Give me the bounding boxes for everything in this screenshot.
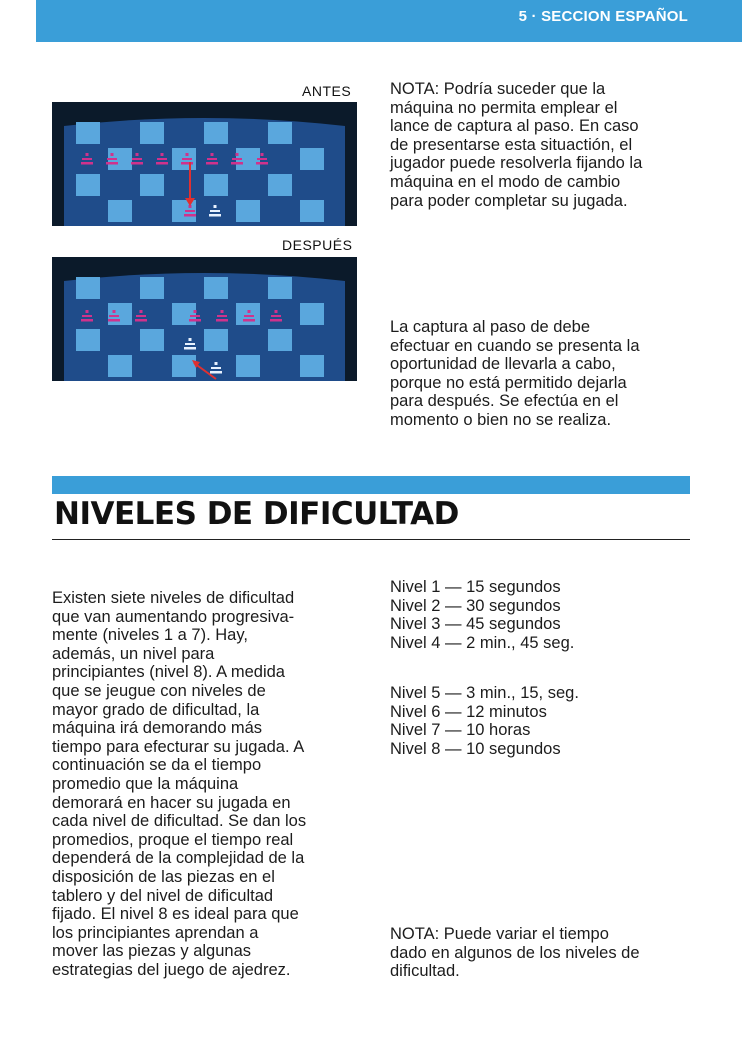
body-line-3: además, un nivel para: [52, 644, 215, 663]
body-line-9: continuación se da el tiempo: [52, 756, 262, 775]
before-board-svg: [52, 102, 357, 226]
note-1-line-3: de presentarse esta situactión, el: [390, 135, 633, 154]
board-square: [236, 200, 260, 222]
note-1-line-2: lance de captura al paso. En caso: [390, 117, 639, 136]
board-square: [204, 174, 228, 196]
capture-paragraph: [390, 318, 720, 430]
board-square: [140, 122, 164, 144]
body-line-17: fijado. El nivel 8 es ideal para que: [52, 905, 299, 924]
board-square: [300, 303, 324, 325]
section-rule: [52, 539, 690, 540]
note-1-line-6: para poder completar su jugada.: [390, 191, 628, 210]
board-square: [236, 303, 260, 325]
note-1-label: NOTA:: [390, 80, 440, 98]
board-square: [108, 303, 132, 325]
body-line-16: tablero y del nivel de dificultad: [52, 886, 274, 905]
note-1: [390, 80, 720, 210]
board-square: [204, 122, 228, 144]
board-square: [268, 277, 292, 299]
board-square: [204, 329, 228, 351]
level-item: Nivel 2 — 30 segundos: [390, 596, 561, 615]
board-square: [204, 277, 228, 299]
board-square: [300, 148, 324, 170]
note-2-line-0: Puede variar el tiempo: [439, 925, 609, 943]
note-1-line-0: Podría suceder que la: [439, 80, 606, 98]
body-line-19: mover las piezas y algunas: [52, 942, 252, 961]
body-line-0: Existen siete niveles de dificultad: [52, 589, 295, 607]
before-screen: [52, 102, 357, 226]
note-2-label: NOTA:: [390, 925, 440, 943]
header-bar: [36, 0, 742, 42]
body-line-5: que se jeugue con niveles de: [52, 681, 266, 700]
capture-line-1: efectuar en cuando se presenta la: [390, 336, 640, 355]
board-square: [268, 174, 292, 196]
body-line-10: promedio que la máquina: [52, 774, 239, 793]
body-line-2: mente (niveles 1 a 7). Hay,: [52, 626, 248, 645]
levels-list-2: [390, 684, 579, 758]
body-line-12: cada nivel de dificultad. Se dan los: [52, 812, 307, 831]
level-item: Nivel 1 — 15 segundos: [390, 578, 561, 596]
body-line-6: mayor grado de dificultad, la: [52, 700, 260, 719]
board-square: [140, 277, 164, 299]
capture-line-3: porque no está permitido dejarla: [390, 373, 627, 392]
capture-line-4: para después. Se efectúa en el: [390, 392, 619, 411]
note-2-line-2: dificultad.: [390, 962, 460, 981]
board-square: [76, 329, 100, 351]
board-square: [140, 329, 164, 351]
body-line-15: disposición de las piezas en el: [52, 867, 275, 886]
levels-list-1: [390, 578, 574, 652]
level-item: Nivel 3 — 45 segundos: [390, 615, 561, 634]
body-line-11: demorará en hacer su jugada en: [52, 793, 291, 812]
body-line-7: máquina irá demorando más: [52, 719, 263, 738]
level-item: Nivel 4 — 2 min., 45 seg.: [390, 633, 575, 652]
body-line-18: los principiantes aprendan a: [52, 923, 259, 942]
board-square: [108, 200, 132, 222]
board-square: [172, 303, 196, 325]
body-line-1: que van aumentando progresiva-: [52, 607, 295, 626]
note-1-line-1: máquina no permita emplear el: [390, 98, 618, 117]
body-line-8: tiempo para efecturar su jugada. A: [52, 737, 305, 756]
board-square: [108, 355, 132, 377]
body-line-20: estrategias del juego de ajedrez.: [52, 960, 291, 979]
level-item: Nivel 8 — 10 segundos: [390, 739, 561, 758]
body-line-14: dependerá de la complejidad de la: [52, 849, 305, 868]
section-header-label: 5 · SECCION ESPAÑOL: [518, 8, 688, 25]
body-line-4: principiantes (nivel 8). A medida: [52, 663, 285, 682]
note-1-line-5: máquina en el modo de cambio: [390, 172, 621, 191]
capture-line-2: oportunidad de llevarla a cabo,: [390, 355, 616, 374]
after-screen: [52, 257, 357, 381]
capture-line-0: La captura al paso de debe: [390, 318, 590, 336]
board-square: [76, 277, 100, 299]
level-item: Nivel 5 — 3 min., 15, seg.: [390, 684, 579, 702]
level-item: Nivel 6 — 12 minutos: [390, 702, 547, 721]
board-square: [172, 355, 196, 377]
after-label: DESPUÉS: [282, 237, 353, 253]
note-2-line-1: dado en algunos de los niveles de: [390, 943, 640, 962]
board-square: [140, 174, 164, 196]
section-title: NIVELES DE DIFICULTAD: [54, 496, 459, 532]
body-paragraph: [52, 589, 372, 979]
note-1-line-4: jugador puede resolverla fijando la: [390, 154, 643, 173]
board-square: [76, 122, 100, 144]
board-square: [300, 200, 324, 222]
board-square: [300, 355, 324, 377]
section-bar: [52, 476, 690, 494]
board-square: [268, 122, 292, 144]
after-board-svg: [52, 257, 357, 381]
board-square: [76, 174, 100, 196]
level-item: Nivel 7 — 10 horas: [390, 721, 531, 740]
capture-line-5: momento o bien no se realiza.: [390, 410, 612, 429]
before-label: ANTES: [302, 83, 352, 99]
body-line-13: promedios, proque el tiempo real: [52, 830, 294, 849]
board-square: [268, 329, 292, 351]
board-square: [236, 355, 260, 377]
note-2: [390, 925, 720, 981]
